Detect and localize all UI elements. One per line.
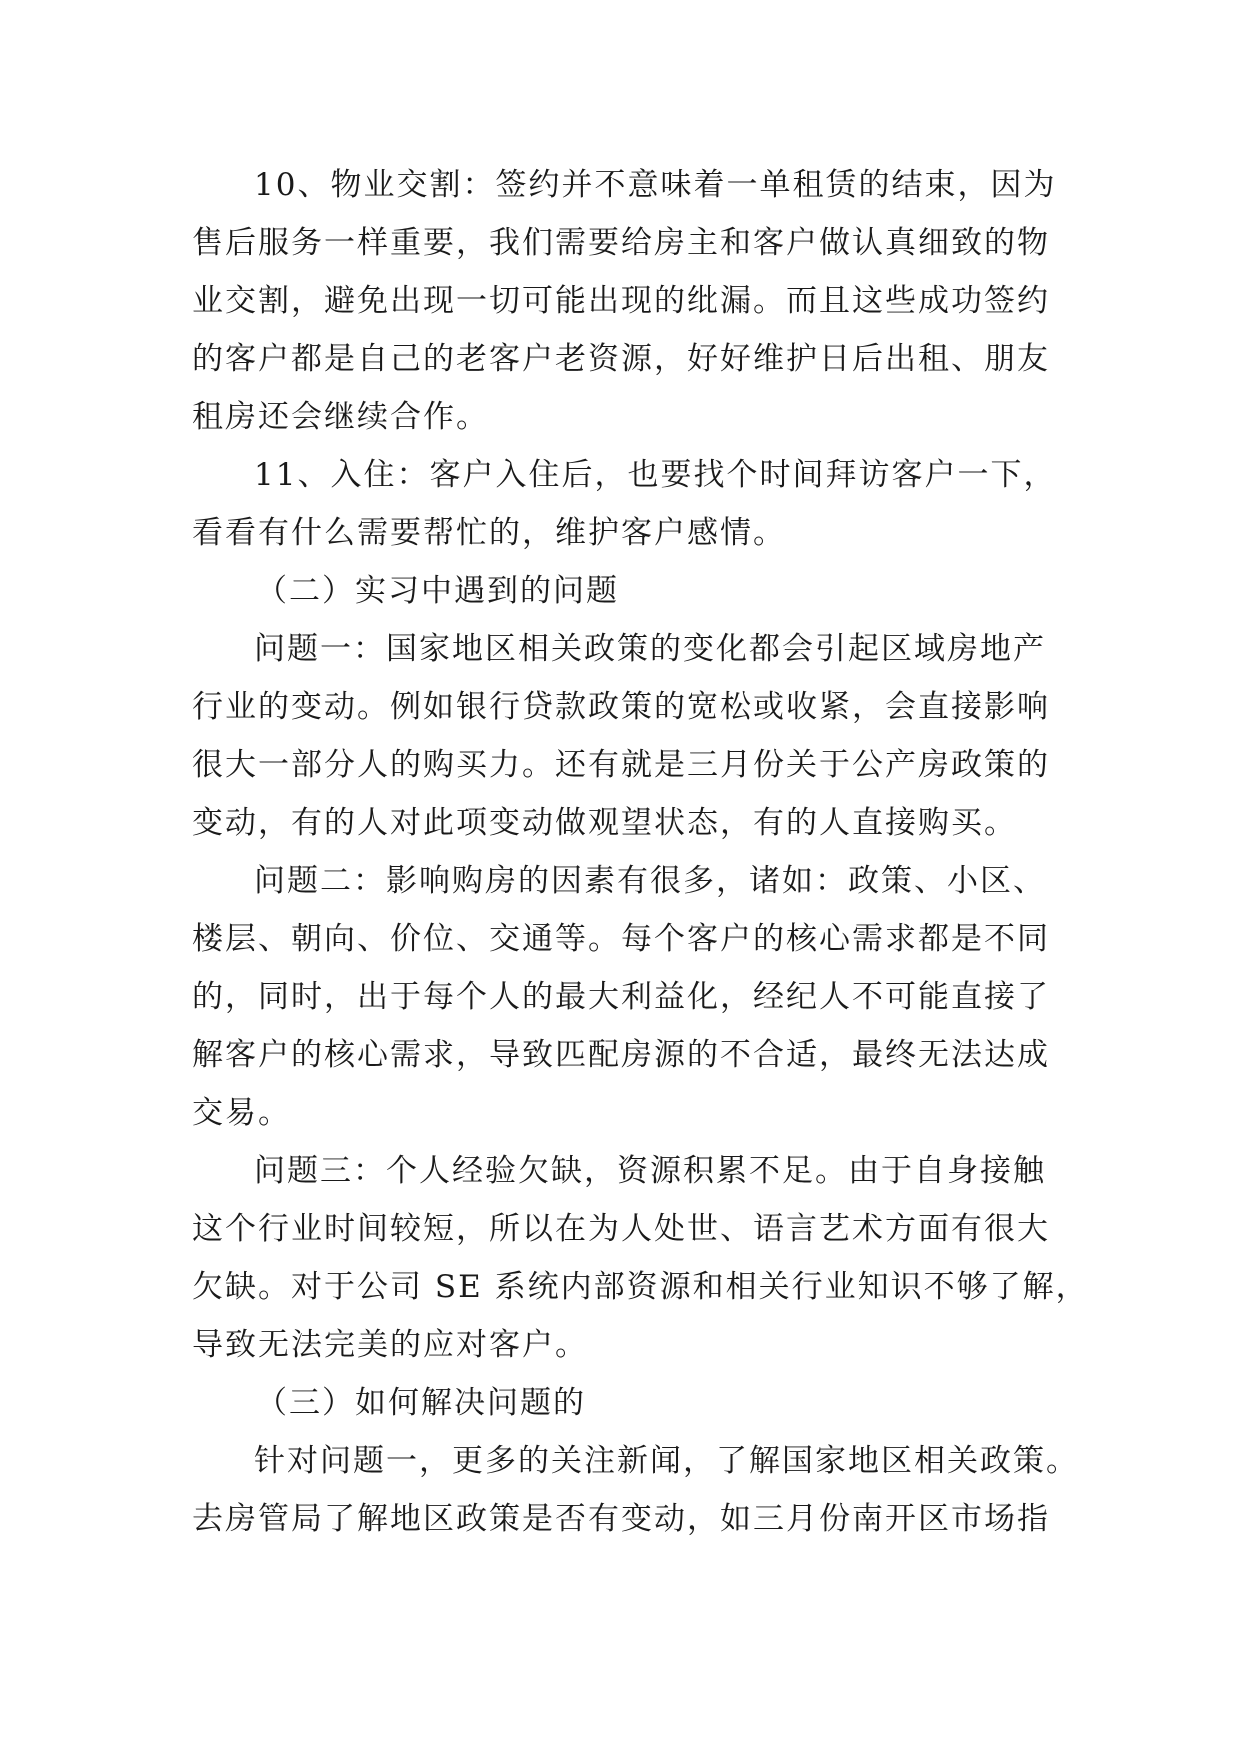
paragraph-line: 10、物业交割：签约并不意味着一单租赁的结束，因为 [254,167,1057,203]
paragraph-line: 导致无法完美的应对客户。 [192,1327,588,1363]
paragraph-line: 问题三：个人经验欠缺，资源积累不足。由于自身接触 [254,1153,1046,1189]
paragraph-line: 欠缺。对于公司 SE 系统内部资源和相关行业知识不够了解， [192,1269,1089,1305]
paragraph-line: 变动，有的人对此项变动做观望状态，有的人直接购买。 [192,805,1017,841]
paragraph-line: 行业的变动。例如银行贷款政策的宽松或收紧，会直接影响 [192,689,1050,725]
paragraph-line: 交易。 [192,1095,291,1131]
paragraph-line: 售后服务一样重要，我们需要给房主和客户做认真细致的物 [192,225,1050,261]
paragraph-line: 11、入住：客户入住后，也要找个时间拜访客户一下， [254,457,1057,493]
paragraph-line: 看看有什么需要帮忙的，维护客户感情。 [192,515,786,551]
paragraph-line: 问题二：影响购房的因素有很多，诸如：政策、小区、 [254,863,1046,899]
paragraph-line: 租房还会继续合作。 [192,399,489,435]
paragraph-line: 的，同时，出于每个人的最大利益化，经纪人不可能直接了 [192,979,1050,1015]
section-heading: （三）如何解决问题的 [256,1385,586,1421]
paragraph-line: 楼层、朝向、价位、交通等。每个客户的核心需求都是不同 [192,921,1050,957]
paragraph-line: 解客户的核心需求，导致匹配房源的不合适，最终无法达成 [192,1037,1050,1073]
paragraph-line: 的客户都是自己的老客户老资源，好好维护日后出租、朋友 [192,341,1050,377]
section-heading: （二）实习中遇到的问题 [256,573,619,609]
body-text [192,156,1089,1548]
paragraph-line: 这个行业时间较短，所以在为人处世、语言艺术方面有很大 [192,1211,1050,1247]
paragraph-line: 很大一部分人的购买力。还有就是三月份关于公产房政策的 [192,747,1050,783]
paragraph-line: 问题一：国家地区相关政策的变化都会引起区域房地产 [254,631,1046,667]
paragraph-line: 业交割，避免出现一切可能出现的纰漏。而且这些成功签约 [192,283,1050,319]
paragraph-line: 针对问题一，更多的关注新闻，了解国家地区相关政策。 [254,1443,1079,1479]
paragraph-line: 去房管局了解地区政策是否有变动，如三月份南开区市场指 [192,1501,1050,1537]
